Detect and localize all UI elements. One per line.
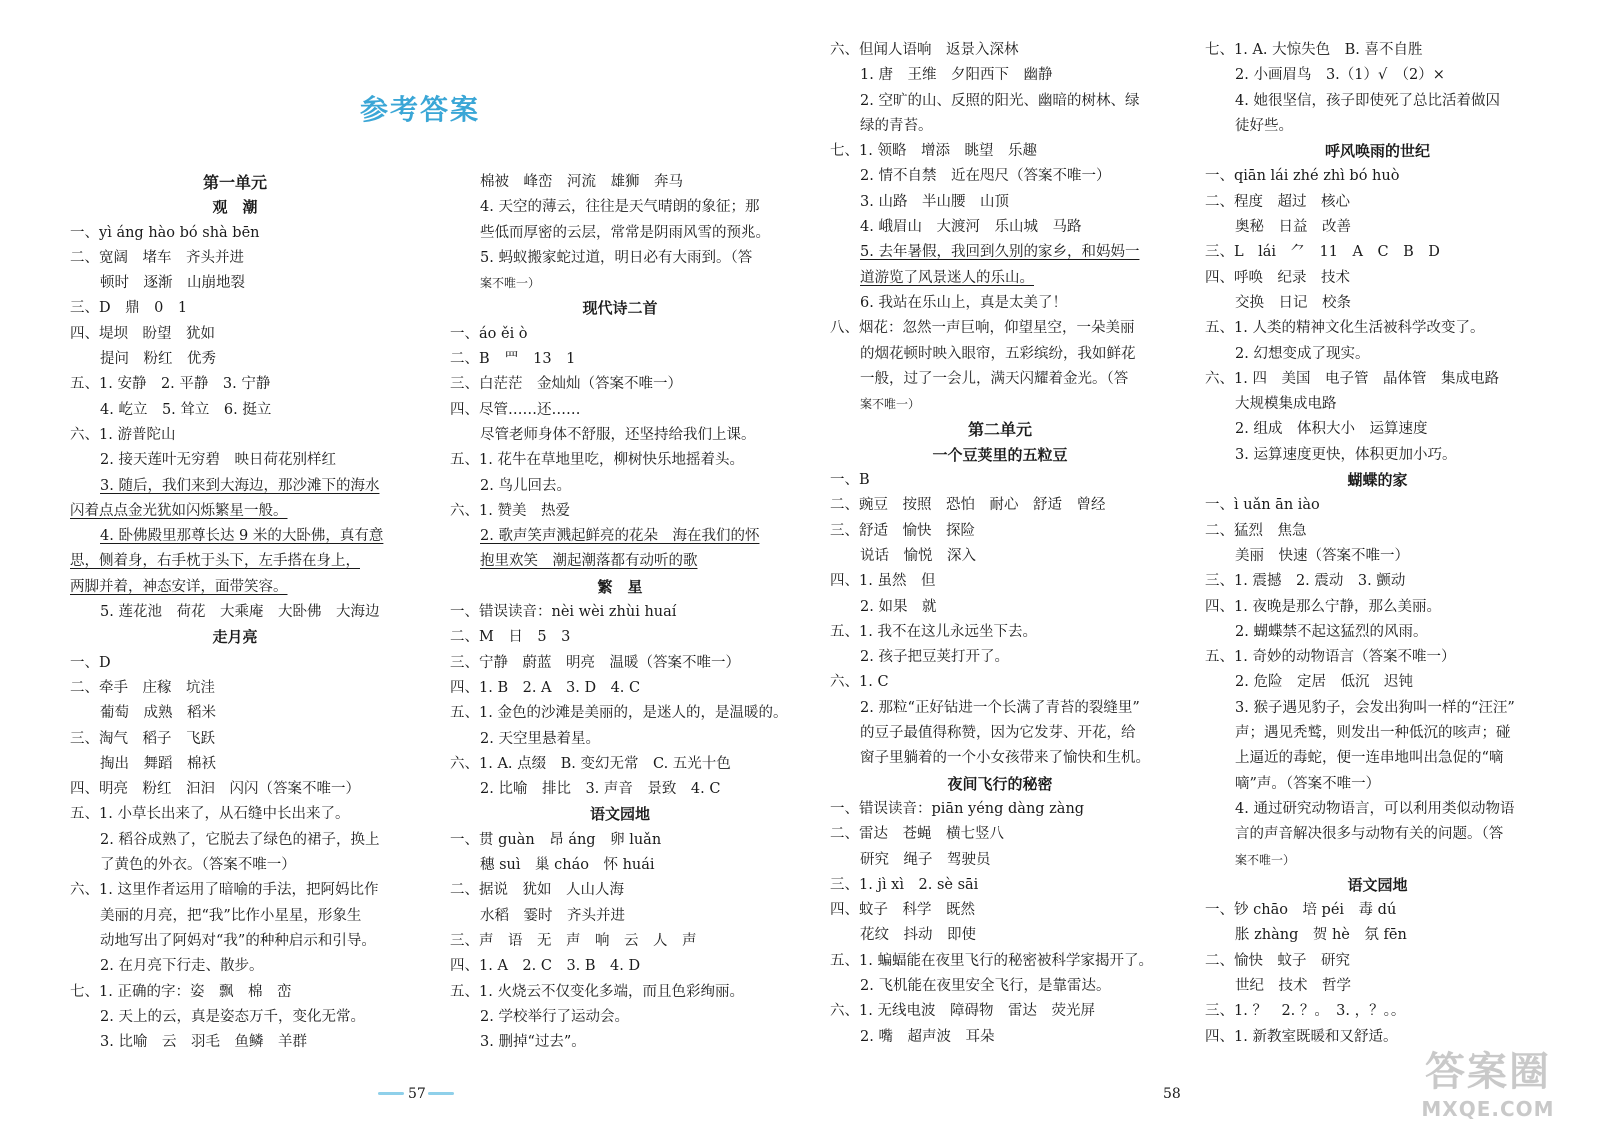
answer-line: 一、áo ěi ò [450, 325, 528, 342]
answer-line: 一、yì áng hào bó shà bēn [70, 224, 260, 241]
answer-line: 6. 我站在乐山上，真是太美了！ [860, 294, 1067, 311]
answer-line: 3. 猴子遇见豹子，会发出狗叫一样的“汪汪” [1235, 699, 1515, 716]
answer-line: 五、1. 我不在这儿永远坐下去。 [830, 623, 1037, 640]
answer-line: 5. 去年暑假，我回到久别的家乡，和妈妈一 [860, 244, 1140, 261]
answer-line: 大规模集成电路 [1235, 396, 1337, 413]
answer-line: 二、程度 超过 核心 [1205, 193, 1350, 210]
section-heading: 走月亮 [212, 628, 258, 647]
answer-line: 一、贯 guàn 昂 áng 卵 luǎn [450, 831, 662, 848]
section-heading: 语文园地 [589, 805, 650, 824]
answer-line: 四、尽管……还…… [450, 401, 581, 418]
answer-line: 六、1. 赞美 热爱 [450, 502, 570, 519]
answer-line: 说话 愉悦 深入 [860, 547, 976, 564]
page-title: 参考答案 [360, 93, 481, 126]
answer-line: 六、1. C [830, 674, 889, 691]
answer-line: 美丽的月亮，把“我”比作小星星，形象生 [100, 907, 362, 924]
page-number-right: 58 [1163, 1086, 1181, 1102]
answer-line: 4. 天空的薄云，往往是天气晴朗的象征；那 [480, 199, 760, 216]
answer-line: 绿的青苔。 [860, 117, 933, 134]
answer-line: 了黄色的外衣。（答案不唯一） [100, 857, 296, 874]
answer-line: 4. 峨眉山 大渡河 乐山城 马路 [860, 219, 1082, 236]
answer-line: 2. 组成 体积大小 运算速度 [1235, 421, 1428, 438]
answer-line: 花纹 抖动 即使 [860, 927, 976, 944]
answer-line: 研究 绳子 驾驶员 [860, 851, 991, 868]
answer-line: 5. 莲花池 荷花 大乘庵 大卧佛 大海边 [100, 604, 380, 621]
answer-line: 2. 歌声笑声溅起鲜亮的花朵 海在我们的怀 [480, 528, 760, 545]
answer-line: 二、愉快 蚊子 研究 [1205, 952, 1350, 969]
watermark-line2: MXQE.COM [1421, 1097, 1555, 1121]
answer-line: 二、牵手 庄稼 坑洼 [70, 679, 215, 696]
answer-line: 2. 情不自禁 近在咫尺（答案不唯一） [860, 168, 1111, 185]
answer-line: 四、1. 虽然 但 [830, 573, 936, 590]
answer-line: 尽管老师身体不舒服，还坚持给我们上课。 [480, 426, 756, 443]
answer-line: 六、但闻人语响 返景入深林 [830, 42, 1019, 58]
section-heading: 观 潮 [212, 198, 258, 217]
answer-line: 五、1. 花牛在草地里吃，柳树快乐地摇着头。 [450, 452, 744, 469]
answer-line: 三、D 鼎 0 1 [70, 300, 188, 317]
answer-line: 一、ì uǎn ān iào [1205, 497, 1320, 514]
answer-line: 一、错误读音：nèi wèi zhùi huaí [450, 604, 677, 621]
answer-line: 3. 删掉“过去”。 [480, 1034, 586, 1051]
answer-line: 四、明亮 粉红 汩汩 闪闪（答案不唯一） [70, 781, 360, 798]
answer-line: 棉被 峰峦 河流 雄狮 奔马 [480, 174, 683, 190]
answer-line: 2. 比喻 排比 3. 声音 景致 4. C [480, 781, 721, 798]
answer-line: 三、声 语 无 声 响 云 人 声 [450, 932, 697, 949]
answer-line: 思，侧着身，右手枕于头下，左手搭在身上， [70, 553, 360, 570]
answer-line: 五、1. 火烧云不仅变化多端，而且色彩绚丽。 [450, 983, 744, 1000]
answer-line: 窗子里躺着的一个小女孩带来了愉快和生机。 [860, 750, 1150, 767]
section-heading: 第二单元 [967, 420, 1032, 440]
answer-line: 三、舒适 愉快 探险 [830, 522, 975, 539]
section-heading: 繁 星 [597, 577, 643, 596]
page-number-decoration-left [378, 1092, 404, 1095]
answer-line: 穗 suì 巢 cháo 怀 huái [480, 857, 655, 874]
answer-line: 4. 屹立 5. 耸立 6. 挺立 [100, 401, 272, 418]
answer-line: 5. 蚂蚁搬家蛇过道，明日必有大雨到。（答 [480, 249, 753, 266]
answer-line: 徒好些。 [1235, 117, 1293, 134]
answer-line: 一、钞 chāo 培 péi 毒 dú [1205, 902, 1397, 919]
answer-line: 上逼近的毒蛇，便一连串地叫出急促的“嘀 [1235, 750, 1504, 767]
answer-line: 一般，过了一会儿，满天闪耀着金光。（答 [860, 370, 1129, 387]
answer-line: 2. 飞机能在夜里安全飞行，是靠雷达。 [860, 977, 1111, 994]
answer-line: 2. 接天莲叶无穷碧 映日荷花别样红 [100, 452, 336, 469]
answer-line: 三、1. jì xì 2. sè sāi [830, 876, 979, 893]
answer-line: 2. 稻谷成熟了，它脱去了绿色的裙子，换上 [100, 831, 380, 848]
column-2 [450, 170, 790, 1055]
answer-line: 二、据说 犹如 人山人海 [450, 882, 624, 899]
answer-line: 四、1. 夜晚是那么宁静，那么美丽。 [1205, 598, 1441, 615]
answer-line: 四、1. A 2. C 3. B 4. D [450, 958, 641, 975]
answer-line: 五、1. 安静 2. 平静 3. 宁静 [70, 376, 271, 393]
answer-line: 2. 幻想变成了现实。 [1235, 345, 1370, 362]
answer-line: 2. 鸟儿回去。 [480, 477, 571, 494]
answer-line: 四、堤坝 盼望 犹如 [70, 325, 215, 342]
answer-line: 言的声音解决很多与动物有关的问题。（答 [1235, 826, 1504, 843]
section-heading: 第一单元 [202, 173, 267, 192]
answer-line: 二、猛烈 焦急 [1205, 522, 1307, 539]
answer-line: 2. 如果 就 [860, 598, 937, 615]
section-heading: 现代诗二首 [582, 299, 658, 318]
answer-line: 三、L lái ⺈ 11 A C B D [1205, 244, 1440, 261]
answer-line: 两脚并着，神态安详，面带笑容。 [70, 578, 288, 595]
answer-line: 2. 孩子把豆荚打开了。 [860, 649, 1009, 666]
answer-line: 4. 通过研究动物语言，可以利用类似动物语 [1235, 800, 1515, 817]
answer-line: 六、1. 游普陀山 [70, 426, 176, 443]
column-1 [70, 170, 400, 1055]
answer-line: 六、1. 四 美国 电子管 晶体管 集成电路 [1205, 370, 1499, 387]
answer-line: 奥秘 日益 改善 [1235, 219, 1351, 236]
answer-line: 2. 那粒“正好钻进一个长满了青苔的裂缝里” [860, 699, 1140, 716]
answer-line: 七、1. A. 大惊失色 B. 喜不自胜 [1205, 42, 1423, 58]
answer-line: 掏出 舞蹈 棉袄 [100, 755, 216, 772]
answer-line: 2. 天空里悬着星。 [480, 730, 600, 747]
answer-line: 一、D [70, 654, 111, 671]
answer-line: 案不唯一） [1235, 852, 1296, 867]
answer-line: 四、1. B 2. A 3. D 4. C [450, 679, 641, 696]
section-heading: 呼风唤雨的世纪 [1324, 142, 1430, 161]
answer-line: 道游览了风景迷人的乐山。 [860, 269, 1034, 286]
answer-line: 3. 运算速度更快，体积更加小巧。 [1235, 446, 1457, 463]
answer-line: 二、宽阔 堵车 齐头并进 [70, 249, 244, 266]
answer-line: 3. 随后，我们来到大海边，那沙滩下的海水 [100, 477, 380, 494]
answer-line: 抱里欢笑 潮起潮落都有动听的歌 [480, 553, 698, 570]
answer-line: 二、B 罒 13 1 [450, 351, 576, 368]
answer-line: 八、烟花：忽然一声巨响，仰望星空，一朵美丽 [830, 320, 1135, 337]
answer-line: 提问 粉红 优秀 [100, 351, 216, 368]
watermark-logo [1408, 1040, 1568, 1130]
answer-line: 2. 天上的云，真是姿态万千，变化无常。 [100, 1008, 365, 1025]
answer-line: 的豆子最值得称赞，因为它发芽、开花，给 [860, 725, 1136, 742]
answer-line: 四、呼唤 纪录 技术 [1205, 269, 1350, 286]
answer-line: 五、1. 金色的沙滩是美丽的，是迷人的，是温暖的。 [450, 705, 788, 722]
column-4 [1205, 38, 1550, 1050]
answer-line: 闪着点点金光犹如闪烁繁星一般。 [70, 502, 288, 519]
answer-line: 2. 学校举行了运动会。 [480, 1008, 629, 1025]
answer-line: 3. 比喻 云 羽毛 鱼鳞 羊群 [100, 1034, 307, 1051]
answer-line: 水稻 霎时 齐头并进 [480, 907, 625, 924]
answer-line: 六、1. A. 点缀 B. 变幻无常 C. 五光十色 [450, 755, 731, 772]
section-heading: 夜间飞行的秘密 [947, 774, 1053, 793]
answer-line: 交换 日记 校条 [1235, 294, 1351, 311]
answer-line: 声；遇见秃鹫，则发出一种低沉的咳声；碰 [1235, 725, 1511, 742]
answer-line: 五、1. 蝙蝠能在夜里飞行的秘密被科学家揭开了。 [830, 952, 1153, 969]
answer-line: 三、白茫茫 金灿灿（答案不唯一） [450, 376, 682, 393]
answer-line: 葡萄 成熟 稻米 [100, 705, 216, 722]
answer-line: 一、qiān lái zhé zhì bó huò [1205, 168, 1400, 185]
column-3 [830, 38, 1170, 1050]
answer-line: 案不唯一） [860, 397, 921, 412]
answer-line: 动地写出了阿妈对“我”的种种启示和引导。 [100, 932, 376, 949]
answer-line: 3. 山路 半山腰 山顶 [860, 193, 1009, 210]
answer-line: 六、1. 这里作者运用了暗喻的手法，把阿妈比作 [70, 882, 379, 899]
answer-line: 2. 嘴 超声波 耳朵 [860, 1028, 995, 1045]
watermark-line1: 答案圈 [1425, 1049, 1551, 1095]
page-number-left: 57 [408, 1086, 426, 1102]
answer-line: 三、宁静 蔚蓝 明亮 温暖（答案不唯一） [450, 654, 740, 671]
answer-line: 4. 卧佛殿里那尊长达 9 米的大卧佛，真有意 [100, 528, 384, 545]
answer-line: 四、1. 新教室既暖和又舒适。 [1205, 1028, 1398, 1045]
answer-line: 顿时 逐渐 山崩地裂 [100, 275, 245, 292]
answer-line: 三、淘气 稻子 飞跃 [70, 730, 215, 747]
answer-line: 四、蚊子 科学 既然 [830, 902, 975, 919]
section-heading: 一个豆荚里的五粒豆 [932, 445, 1068, 464]
answer-line: 的烟花顿时映入眼帘，五彩缤纷，我如鲜花 [860, 345, 1136, 362]
section-heading: 语文园地 [1347, 875, 1408, 894]
answer-line: 些低而厚密的云层，常常是阴雨风雪的预兆。 [480, 224, 770, 241]
answer-line: 胀 zhàng 贺 hè 氛 fēn [1235, 927, 1407, 944]
answer-line: 七、1. 领略 增添 眺望 乐趣 [830, 143, 1037, 160]
answer-line: 2. 蝴蝶禁不起这猛烈的风雨。 [1235, 623, 1428, 640]
page-number-decoration-right [428, 1092, 454, 1095]
answer-line: 美丽 快速（答案不唯一） [1235, 547, 1409, 564]
answer-line: 嘀”声。（答案不唯一） [1235, 775, 1381, 792]
answer-line: 五、1. 小草长出来了，从石缝中长出来了。 [70, 806, 350, 823]
answer-line: 案不唯一） [480, 276, 541, 291]
answer-line: 世纪 技术 哲学 [1235, 977, 1351, 994]
section-heading: 蝴蝶的家 [1347, 471, 1408, 490]
answer-line: 六、1. 无线电波 障碍物 雷达 荧光屏 [830, 1003, 1095, 1020]
answer-line: 一、B [830, 472, 870, 489]
answer-line: 4. 她很坚信，孩子即使死了总比活着做囚 [1235, 92, 1500, 109]
answer-line: 五、1. 奇妙的动物语言（答案不唯一） [1205, 649, 1456, 666]
answer-line: 2. 危险 定居 低沉 迟钝 [1235, 674, 1413, 691]
answer-line: 二、雷达 苍蝇 横七竖八 [830, 826, 1004, 843]
answer-line: 五、1. 人类的精神文化生活被科学改变了。 [1205, 320, 1485, 337]
answer-line: 三、1. 震撼 2. 震动 3. 颤动 [1205, 573, 1406, 590]
answer-line: 1. 唐 王维 夕阳西下 幽静 [860, 67, 1053, 84]
answer-line: 一、错误读音：piān yéng dàng zàng [830, 800, 1085, 817]
answer-line: 2. 在月亮下行走、散步。 [100, 958, 264, 975]
answer-line: 三、1. ？ 2. ？。 3. ，？。。 [1205, 1003, 1406, 1020]
answer-line: 七、1. 正确的字：姿 飘 棉 峦 [70, 983, 292, 1000]
answer-line: 二、M 日 5 3 [450, 629, 571, 646]
answer-line: 2. 空旷的山、反照的阳光、幽暗的树林、绿 [860, 92, 1140, 109]
answer-line: 二、豌豆 按照 恐怕 耐心 舒适 曾经 [830, 497, 1106, 514]
answer-line: 2. 小画眉鸟 3.（1）√ （2）× [1235, 67, 1445, 84]
